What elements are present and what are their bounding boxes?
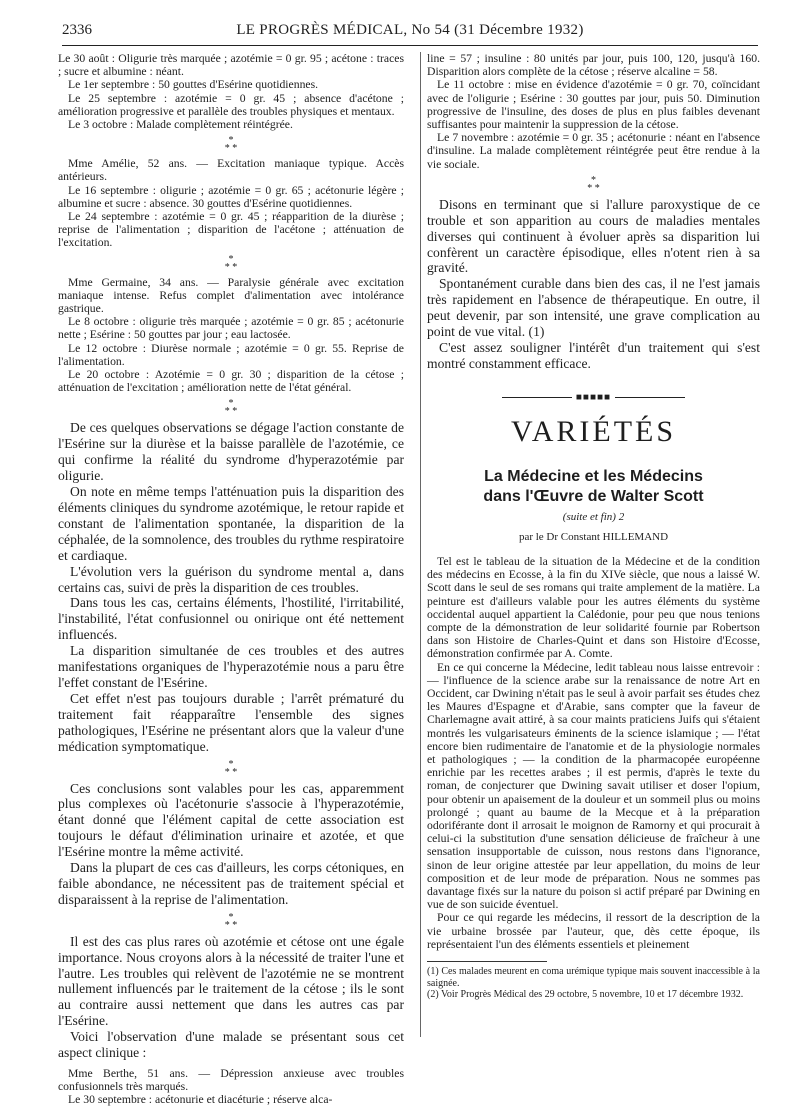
discussion-block-1 xyxy=(58,420,404,754)
paragraph: La disparition simultanée de ces troubles et des autres manifestations organiques de l'hyperazotémie nous a paru être l'effet constant de l'Esérine. xyxy=(58,643,404,690)
paragraph: Disons en terminant que si l'allure paroxystique de ce trouble et son apparition au cours de maladies mentales diverses qui continuent à évoluer après sa disparition lui confèrent un caractère épisodique, elles n'otent rien à sa gravité. xyxy=(427,196,760,276)
right-column xyxy=(420,52,760,1037)
paragraph: Mme Germaine, 34 ans. — Paralysie générale avec excitation maniaque intense. Refus complet d'alimentation avec intolérance gastrique. xyxy=(58,275,404,316)
paragraph: Le 20 octobre : Azotémie = 0 gr. 30 ; disparition de la cétose ; atténuation de l'excitation ; amélioration nette de l'état général. xyxy=(58,368,404,395)
discussion-block-2 xyxy=(58,781,404,908)
paragraph: Pour ce qui regarde les médecins, il ressort de la description de la vie urbaine brossée par l'auteur, que, dès cette époque, ils représentaient l'un des éléments essentiels et pleinement xyxy=(427,911,760,951)
case-block-1 xyxy=(58,52,404,131)
page-header xyxy=(62,20,758,46)
footnote: (1) Ces malades meurent en coma urémique typique mais souvent inaccessible à la saignée. xyxy=(427,966,760,989)
paragraph: En ce qui concerne la Médecine, ledit tableau nous laisse entrevoir : — l'influence de la science arabe sur la renaissance de notre Art en Occident, car Dwining n'était pas le seul à avoir parfait ses études chez les Maures d'Espagne et d'Arabie, sans compter que la faveur de Charlemagne avait attiré, à sa cour maints praticiens Juifs qui s'étaient montrés les vulgarisateurs éminents de la science islamique ; — l'état encore bien rudimentaire de l'anatomie et de la physiologie normales et pathologiques ; — la condition de la pharmacopée européenne enrichie par les recettes arabes ; il est permis, d'après le texte du roman, de conjecturer que Dwining savait utiliser et doser l'opium, pour obtenir un apaisement de la douleur et un sommeil plus ou moins prolongé ; quant au baume de la Mecque et à la préparation odoriférante dont il arrosait le moignon de Ramorny et qui procurait à celui-ci la substitution d'une sensation délicieuse de fraîcheur à une sensation insupportable de cuisson, nous restons dans l'ignorance, sinon de leur origine attestée par leur appellation, du moins de leur composition et de leur mode de préparation. Nous ne sommes pas davantage fixés sur la nature du poison si actif préparé par Dwining en vue de son suicide éventuel. xyxy=(427,660,760,912)
asterism: * * * xyxy=(224,911,238,931)
case-block-3 xyxy=(58,276,404,395)
case-block-4-continued xyxy=(427,52,760,171)
paragraph: Le 16 septembre : oligurie ; azotémie = 0 gr. 65 ; acétonurie légère ; albumine et sucre : absence. 30 gouttes d'Esérine quotidiennes. xyxy=(58,183,404,210)
paragraph: De ces quelques observations se dégage l'action constante de l'Esérine sur la diurèse et la baisse parallèle de l'azotémie, ce qui confirme la réalité du syndrome d'hyperazotémie par oligurie. xyxy=(58,420,404,484)
paragraph: Voici l'observation d'une malade se présentant sous cet aspect clinique : xyxy=(58,1029,404,1061)
paragraph: L'évolution vers la guérison du syndrome mental a, dans certains cas, suivi de près la disparition de ces troubles. xyxy=(58,563,404,595)
page-number: 2336 xyxy=(62,22,92,38)
article-author: par le Dr Constant HILLEMAND xyxy=(518,531,669,543)
paragraph: C'est assez souligner l'intérêt d'un traitement qui s'est montré constamment efficace. xyxy=(427,339,760,371)
paragraph: On note en même temps l'atténuation puis la disparition des éléments cliniques du syndrome azotémique, le retour rapide et constant de l'alimentation spontanée, la disparition de la céphalée, de la somnolence, des troubles du rythme respiratoire et cardiaque. xyxy=(58,484,404,563)
footnotes xyxy=(427,966,760,1001)
paragraph: Le 8 octobre : oligurie très marquée ; azotémie = 0 gr. 85 ; acétonurie nette ; Esérine : 50 gouttes par jour ; eau lactosée. xyxy=(58,315,404,342)
footnote-rule xyxy=(427,961,547,962)
discussion-block-3 xyxy=(58,934,404,1061)
article-title-line: dans l'Œuvre de Walter Scott xyxy=(483,488,704,505)
conclusion-block xyxy=(427,197,760,372)
paragraph: line = 57 ; insuline : 80 unités par jour, puis 100, 120, jusqu'à 160. Disparition alors complète de la cétose ; réserve alcaline = 58. xyxy=(427,52,760,79)
paragraph: Le 3 octobre : Malade complètement réintégrée. xyxy=(68,118,293,132)
paragraph: Cet effet n'est pas toujours durable ; l'arrêt prématuré du traitement fait réapparaître l'ensemble des signes pathologiques, l'Esérine ne présentant alors que la valeur d'une médication symptomatique. xyxy=(58,690,404,754)
article-subtitle: (suite et fin) 2 xyxy=(562,511,625,523)
journal-title: LE PROGRÈS MÉDICAL, No 54 (31 Décembre 1932) xyxy=(236,22,584,38)
paragraph: Le 30 septembre : acétonurie et diacéturie ; réserve alca- xyxy=(68,1093,333,1107)
asterism: * * * xyxy=(224,398,238,418)
left-column xyxy=(58,52,404,1107)
paragraph: Le 12 octobre : Diurèse normale ; azotémie = 0 gr. 55. Reprise de l'alimentation. xyxy=(58,341,404,368)
section-title: VARIÉTÉS xyxy=(510,415,677,448)
paragraph: Le 30 août : Oligurie très marquée ; azotémie = 0 gr. 95 ; acétone : traces ; sucre et albumine : néant. xyxy=(58,52,404,79)
paragraph: Le 1er septembre : 50 gouttes d'Esérine quotidiennes. xyxy=(68,78,319,92)
asterism: * * * xyxy=(587,174,600,194)
footnote: (2) Voir Progrès Médical des 29 octobre, 5 novembre, 10 et 17 décembre 1932. xyxy=(427,989,744,1001)
paragraph: Ces conclusions sont valables pour les cas, apparemment plus complexes où l'acétonurie s'associe à l'hyperazotémie, étant donné que l'élément capital de cette association est toujours le défaut d'élimination urinaire et azotée, et que l'Esérine montre la même activité. xyxy=(58,780,404,860)
paragraph: Tel est le tableau de la situation de la Médecine et de la condition des médecins en Ecosse, à la fin du XIVe siècle, que nous a laissé W. Scott dans le seul de ses romans qui traite amplement de la matière. La peinture est d'ailleurs valable pour les autres éléments du système occidental auquel appartient la Calédonie, pour peu que nous tenions compte de la démonstration de leur solidarité fournie par Robertson dans son Histoire de Charles-Quint et dans son Histoire d'Ecosse, démonstration confirmée par A. Comte. xyxy=(427,555,760,661)
paragraph: Le 25 septembre : azotémie = 0 gr. 45 ; absence d'acétone ; amélioration progressive et parallèle des troubles physiques et mentaux. xyxy=(58,91,404,118)
section-divider: ■■■■■ xyxy=(427,392,760,403)
article-title-line: La Médecine et les Médecins xyxy=(484,468,703,485)
paragraph: Le 24 septembre : azotémie = 0 gr. 45 ; réapparition de la diurèse ; reprise de l'alimentation ; disparition de l'acétone ; atténuation de l'excitation. xyxy=(58,210,404,250)
paragraph: Mme Amélie, 52 ans. — Excitation maniaque typique. Accès antérieurs. xyxy=(58,157,404,184)
paragraph: Il est des cas plus rares où azotémie et cétose ont une égale importance. Nous croyons alors à la nécessité de traiter l'une et l'autre. Les troubles qui relèvent de l'azotémie ne se montrent nullement influencés par le traitement de la cétose ; ils le sont au contraire aussi nettement que dans les autres cas par l'Esérine. xyxy=(58,933,404,1029)
asterism: * * * xyxy=(224,253,238,273)
article-body xyxy=(427,555,760,951)
paragraph: Spontanément curable dans bien des cas, il ne l'est jamais très rapidement en l'absence de thérapeutique. En outre, il peut devenir, par son intensité, une grave complication au point de vue vital. (1) xyxy=(427,276,760,340)
asterism: * * * xyxy=(224,135,238,155)
article-title xyxy=(427,467,760,507)
paragraph: Mme Berthe, 51 ans. — Dépression anxieuse avec troubles confusionnels très marqués. xyxy=(58,1067,404,1094)
case-block-2 xyxy=(58,157,404,249)
paragraph: Le 11 octobre : mise en évidence d'azotémie = 0 gr. 70, coïncidant avec de l'oligurie ; Esérine : 30 gouttes par jour, puis 50. Diminution progressive de l'insuline, des doses de plus en plus faibles devenant suffisantes pour maintenir la suppression de la cétose. xyxy=(427,78,760,132)
paragraph: Dans la plupart de ces cas d'ailleurs, les corps cétoniques, en faible abondance, ne nécessitent pas de traitement spécial et disparaissent à la reprise de l'alimentation. xyxy=(58,860,404,907)
paragraph: Le 7 novembre : azotémie = 0 gr. 35 ; acétonurie : néant en l'absence d'insuline. La malade complètement réintégrée peut être rendue à la vie sociale. xyxy=(427,131,760,171)
paragraph: Dans tous les cas, certains éléments, l'hostilité, l'irritabilité, l'instabilité, l'état confusionnel ou onirique ont été nettement influencés. xyxy=(58,595,404,643)
case-block-4 xyxy=(58,1067,404,1107)
asterism: * * * xyxy=(224,758,238,778)
